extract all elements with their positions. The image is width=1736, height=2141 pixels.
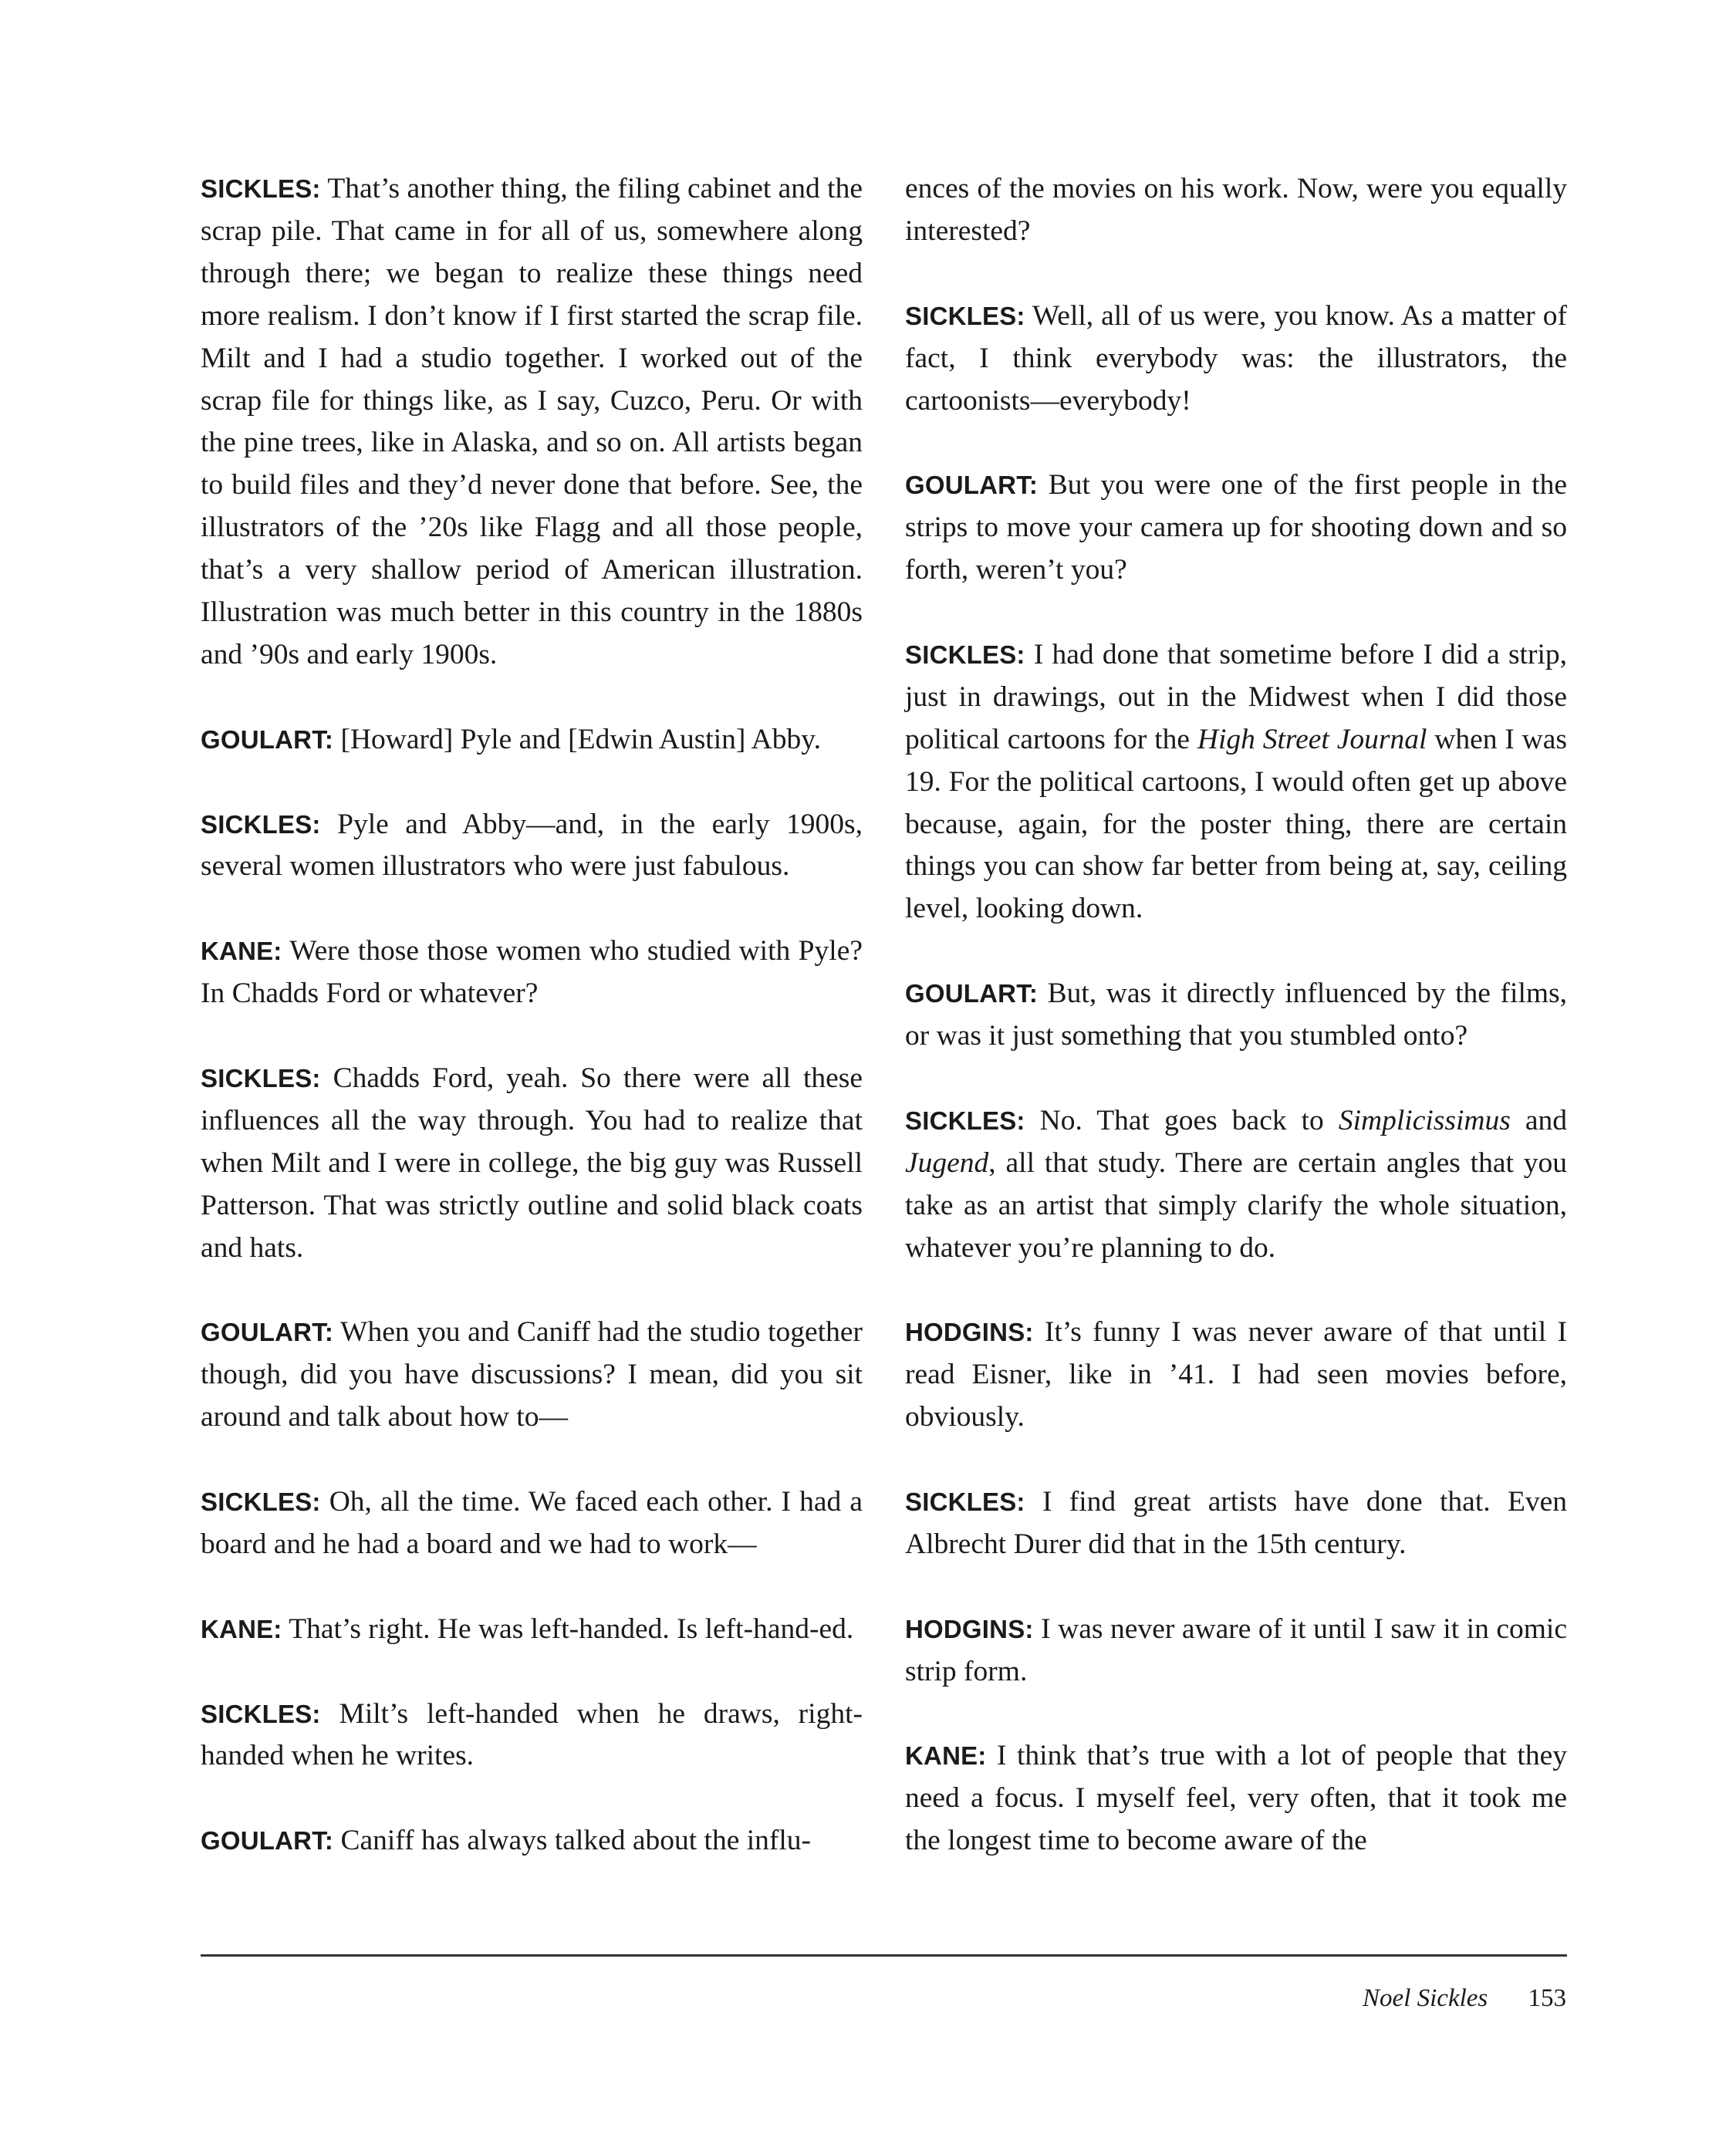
italic-title: Simplicissimus [1338,1104,1511,1136]
dialogue-text: , all that study. There are certain angles that you take as an artist that simply clarify the whole situation, whatever you’re planning to do. [905,1146,1567,1264]
speaker-label: SICKLES: [201,1699,321,1728]
interview-paragraph [201,1609,863,1651]
dialogue-text: ences of the movies on his work. Now, were you equally interested? [905,173,1567,247]
interview-paragraph [905,1312,1567,1439]
interview-paragraph [905,973,1567,1058]
speaker-label: GOULART: [201,1318,334,1347]
interview-paragraph [905,1609,1567,1694]
speaker-label: SICKLES: [905,1106,1025,1135]
speaker-label: GOULART: [201,724,334,754]
dialogue-text: Oh, all the time. We faced each other. I had a board and he had a board and we had to work— [201,1486,863,1560]
dialogue-text: That’s right. He was left-handed. Is left-hand-ed. [282,1613,854,1645]
speaker-label: KANE: [201,937,282,966]
speaker-label: KANE: [905,1741,987,1771]
dialogue-text: That’s another thing, the filing cabinet and the scrap pile. That came in for all of us, somewhere along through there; we began to realize these things need more realism. I don’t know if I first started the scrap file. Milt and I had a studio together. I worked out of the scrap file for things like, as I say, Cuzco, Peru. Or with the pine trees, like in Alaska, and so on. All artists began to build files and they’d never done that before. See, the illustrators of the ’20s like Flagg and all those people, that’s a very shallow period of American illustration. Illustration was much better in this country in the 1880s and ’90s and early 1900s. [201,173,863,670]
dialogue-text: Were those those women who studied with Pyle? In Chadds Ford or whatever? [201,935,863,1010]
interview-paragraph [201,1058,863,1270]
footer-rule [201,1954,1567,1957]
interview-paragraph [905,634,1567,930]
interview-paragraph [201,719,863,762]
speaker-label: GOULART: [905,471,1039,500]
dialogue-text: [Howard] Pyle and [Edwin Austin] Abby. [333,723,821,755]
page-footer [1363,1984,1566,2013]
interview-paragraph [905,1100,1567,1270]
speaker-label: SICKLES: [905,1487,1025,1516]
speaker-label: SICKLES: [201,809,321,839]
dialogue-text: But you were one of the first people in the strips to move your camera up for shooting down and so forth, weren’t you? [905,469,1567,586]
dialogue-text: Pyle and Abby—and, in the early 1900s, several women illustrators who were just fabulous. [201,808,863,883]
speaker-label: GOULART: [201,1826,334,1856]
interview-paragraph [905,464,1567,592]
running-head: Noel Sickles [1363,1984,1488,2012]
dialogue-text: Chadds Ford, yeah. So there were all these influences all the way through. You had to realize that when Milt and I were in college, the big guy was Russell Patterson. That was strictly outline and solid black coats and hats. [201,1062,863,1264]
right-column [905,168,1567,1862]
dialogue-text: But, was it directly influenced by the films, or was it just something that you stumbled onto? [905,978,1567,1052]
left-column [201,168,863,1862]
interview-paragraph [905,1481,1567,1566]
dialogue-text: I think that’s true with a lot of people that they need a focus. I myself feel, very often, that it took me the longest time to become aware of the [905,1740,1567,1857]
dialogue-text: No. That goes back to [1025,1104,1339,1136]
interview-paragraph [201,1694,863,1778]
speaker-label: SICKLES: [201,1488,321,1516]
dialogue-text: It’s funny I was never aware of that until I read Eisner, like in ’41. I had seen movies before, obviously. [905,1316,1567,1434]
speaker-label: SICKLES: [905,301,1025,330]
speaker-label: SICKLES: [905,640,1025,669]
interview-paragraph [905,168,1567,253]
dialogue-text: When you and Caniff had the studio together though, did you have discussions? I mean, did you sit around and talk about how to— [201,1316,863,1434]
dialogue-text: I was never aware of it until I saw it in comic strip form. [905,1613,1567,1687]
dialogue-text: Milt’s left-handed when he draws, right-handed when he writes. [201,1697,863,1772]
speaker-label: HODGINS: [905,1614,1034,1643]
speaker-label: SICKLES: [201,1063,321,1092]
speaker-label: GOULART: [905,979,1039,1008]
dialogue-text: and [1510,1104,1567,1136]
italic-title: High Street Journal [1197,723,1427,755]
dialogue-text: Caniff has always talked about the influ- [333,1825,812,1857]
dialogue-text: when I was 19. For the political cartoons, I would often get up above because, again, for the poster thing, there are certain things you can show far better from being at, say, ceiling level, looking down. [905,723,1567,925]
interview-paragraph [201,930,863,1015]
page-number: 153 [1528,1984,1566,2012]
interview-paragraph [201,1481,863,1566]
speaker-label: KANE: [201,1614,282,1643]
interview-paragraph [905,295,1567,423]
dialogue-text: I find great artists have done that. Even Albrecht Durer did that in the 15th century. [905,1485,1567,1560]
dialogue-text: I had done that sometime before I did a strip, just in drawings, out in the Midwest when I did those political cartoons for the [905,638,1567,755]
interview-paragraph [201,1820,863,1862]
interview-paragraph [905,1735,1567,1862]
dialogue-text: Well, all of us were, you know. As a matter of fact, I think everybody was: the illustrators, the cartoonists—everybody! [905,299,1567,417]
interview-paragraph [201,168,863,677]
interview-paragraph [201,804,863,889]
speaker-label: SICKLES: [201,174,321,203]
interview-paragraph [201,1312,863,1439]
speaker-label: HODGINS: [905,1318,1034,1347]
italic-title: Jugend [905,1146,989,1179]
